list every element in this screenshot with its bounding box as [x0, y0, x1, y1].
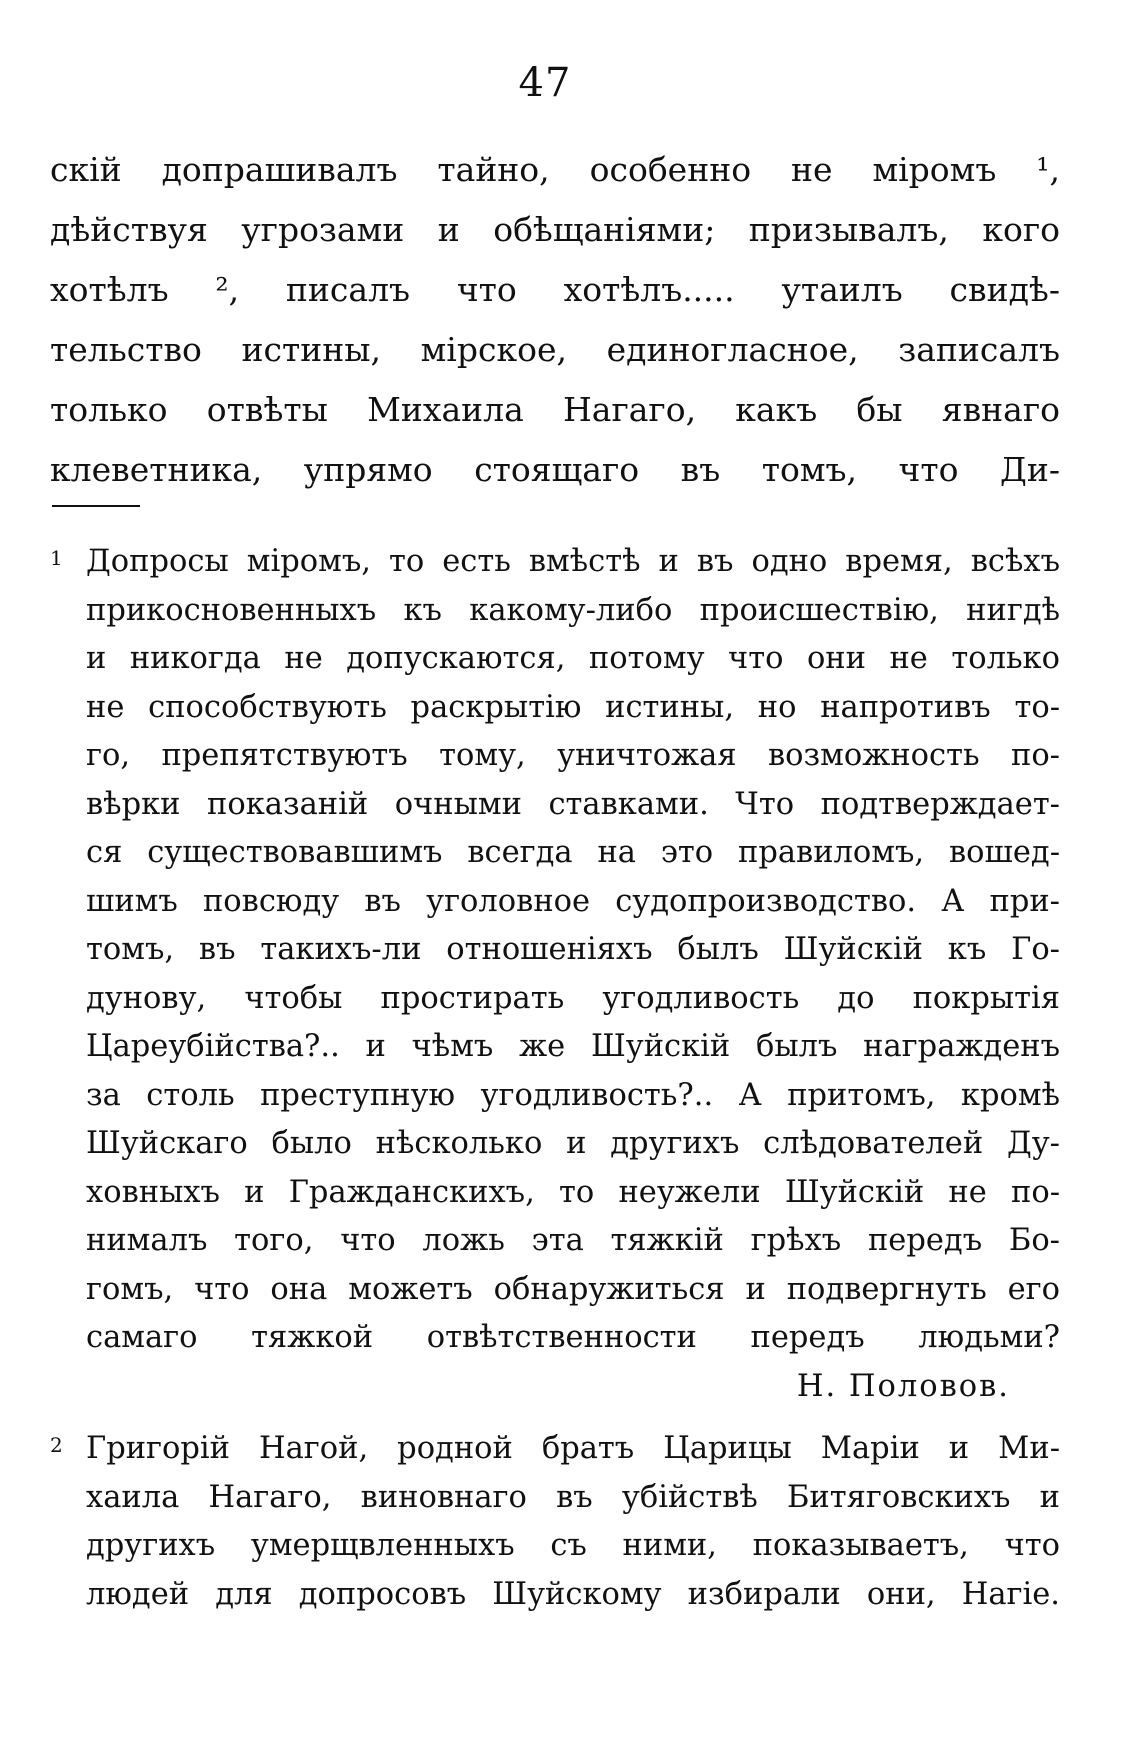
footnote-line: Григорій Нагой, родной братъ Царицы Маріи и Ми-	[86, 1431, 1060, 1466]
footnote-1	[50, 538, 1060, 1411]
footnote-body	[86, 538, 1060, 1411]
footnote-signature: Н. Половов.	[796, 1368, 1010, 1404]
page-number: 47	[518, 60, 572, 106]
footnote-line: гомъ, что она можетъ обнаружиться и подвергнуть его	[86, 1271, 1060, 1307]
footnote-line: хаила Нагаго, виновнаго въ убійствѣ Битяговскихъ и	[86, 1479, 1060, 1515]
footnote-line: самаго тяжкой отвѣтственности передъ людьми?	[86, 1320, 1060, 1355]
footnote-line: го, препятствуютъ тому, уничтожая возможность по-	[86, 738, 1060, 773]
footnote-line: Допросы міромъ, то есть вмѣстѣ и въ одно время, всѣхъ	[86, 544, 1060, 579]
footnote-2	[50, 1425, 1060, 1619]
footnote-marker: 1	[50, 546, 63, 570]
footnote-body	[86, 1425, 1060, 1619]
footnote-separator	[52, 505, 140, 507]
text-line: хотѣлъ ², писалъ что хотѣлъ..... утаилъ свидѣ-	[50, 270, 1060, 309]
text-line: дѣйствуя угрозами и обѣщаніями; призывалъ, кого	[50, 210, 1060, 249]
text-line: тельство истины, мірское, единогласное, записалъ	[50, 330, 1060, 369]
footnote-line: томъ, въ такихъ-ли отношеніяхъ былъ Шуйскій къ Го-	[86, 932, 1060, 967]
footnote-line: ся существовавшимъ всегда на это правиломъ, вошед-	[86, 835, 1060, 870]
footnote-line: Шуйскаго было нѣсколько и другихъ слѣдователей Ду-	[86, 1126, 1060, 1161]
main-text	[50, 140, 1060, 500]
footnote-line: дунову, чтобы простирать угодливость до покрытія	[86, 980, 1060, 1016]
footnote-line: людей для допросовъ Шуйскому избирали они, Нагіе.	[86, 1576, 1060, 1612]
footnote-line: Цареубійства?.. и чѣмъ же Шуйскій былъ награжденъ	[86, 1029, 1060, 1064]
footnote-line: ховныхъ и Гражданскихъ, то неужели Шуйскій не по-	[86, 1174, 1060, 1210]
footnote-line: нималъ того, что ложь эта тяжкій грѣхъ передъ Бо-	[86, 1223, 1060, 1258]
text-line: только отвѣты Михаила Нагаго, какъ бы явнаго	[50, 390, 1060, 429]
text-line: скій допрашивалъ тайно, особенно не міромъ ¹,	[50, 150, 1060, 189]
footnote-line: шимъ повсюду въ уголовное судопроизводство. А при-	[86, 883, 1060, 919]
footnote-line: за столь преступную угодливость?.. А притомъ, кромѣ	[86, 1077, 1060, 1113]
text-line: клеветника, упрямо стоящаго въ томъ, что Ди-	[50, 450, 1060, 489]
footnote-line: и никогда не допускаются, потому что они не только	[86, 641, 1060, 676]
footnote-line: не способствують раскрытію истины, но напротивъ то-	[86, 689, 1060, 725]
footnote-line: прикосновенныхъ къ какому-либо происшествію, нигдѣ	[86, 592, 1060, 628]
footnote-line: вѣрки показаній очными ставками. Что подтверждает-	[86, 786, 1060, 822]
footnote-line: другихъ умерщвленныхъ съ ними, показываетъ, что	[86, 1528, 1060, 1563]
footnote-marker: 2	[50, 1433, 63, 1457]
